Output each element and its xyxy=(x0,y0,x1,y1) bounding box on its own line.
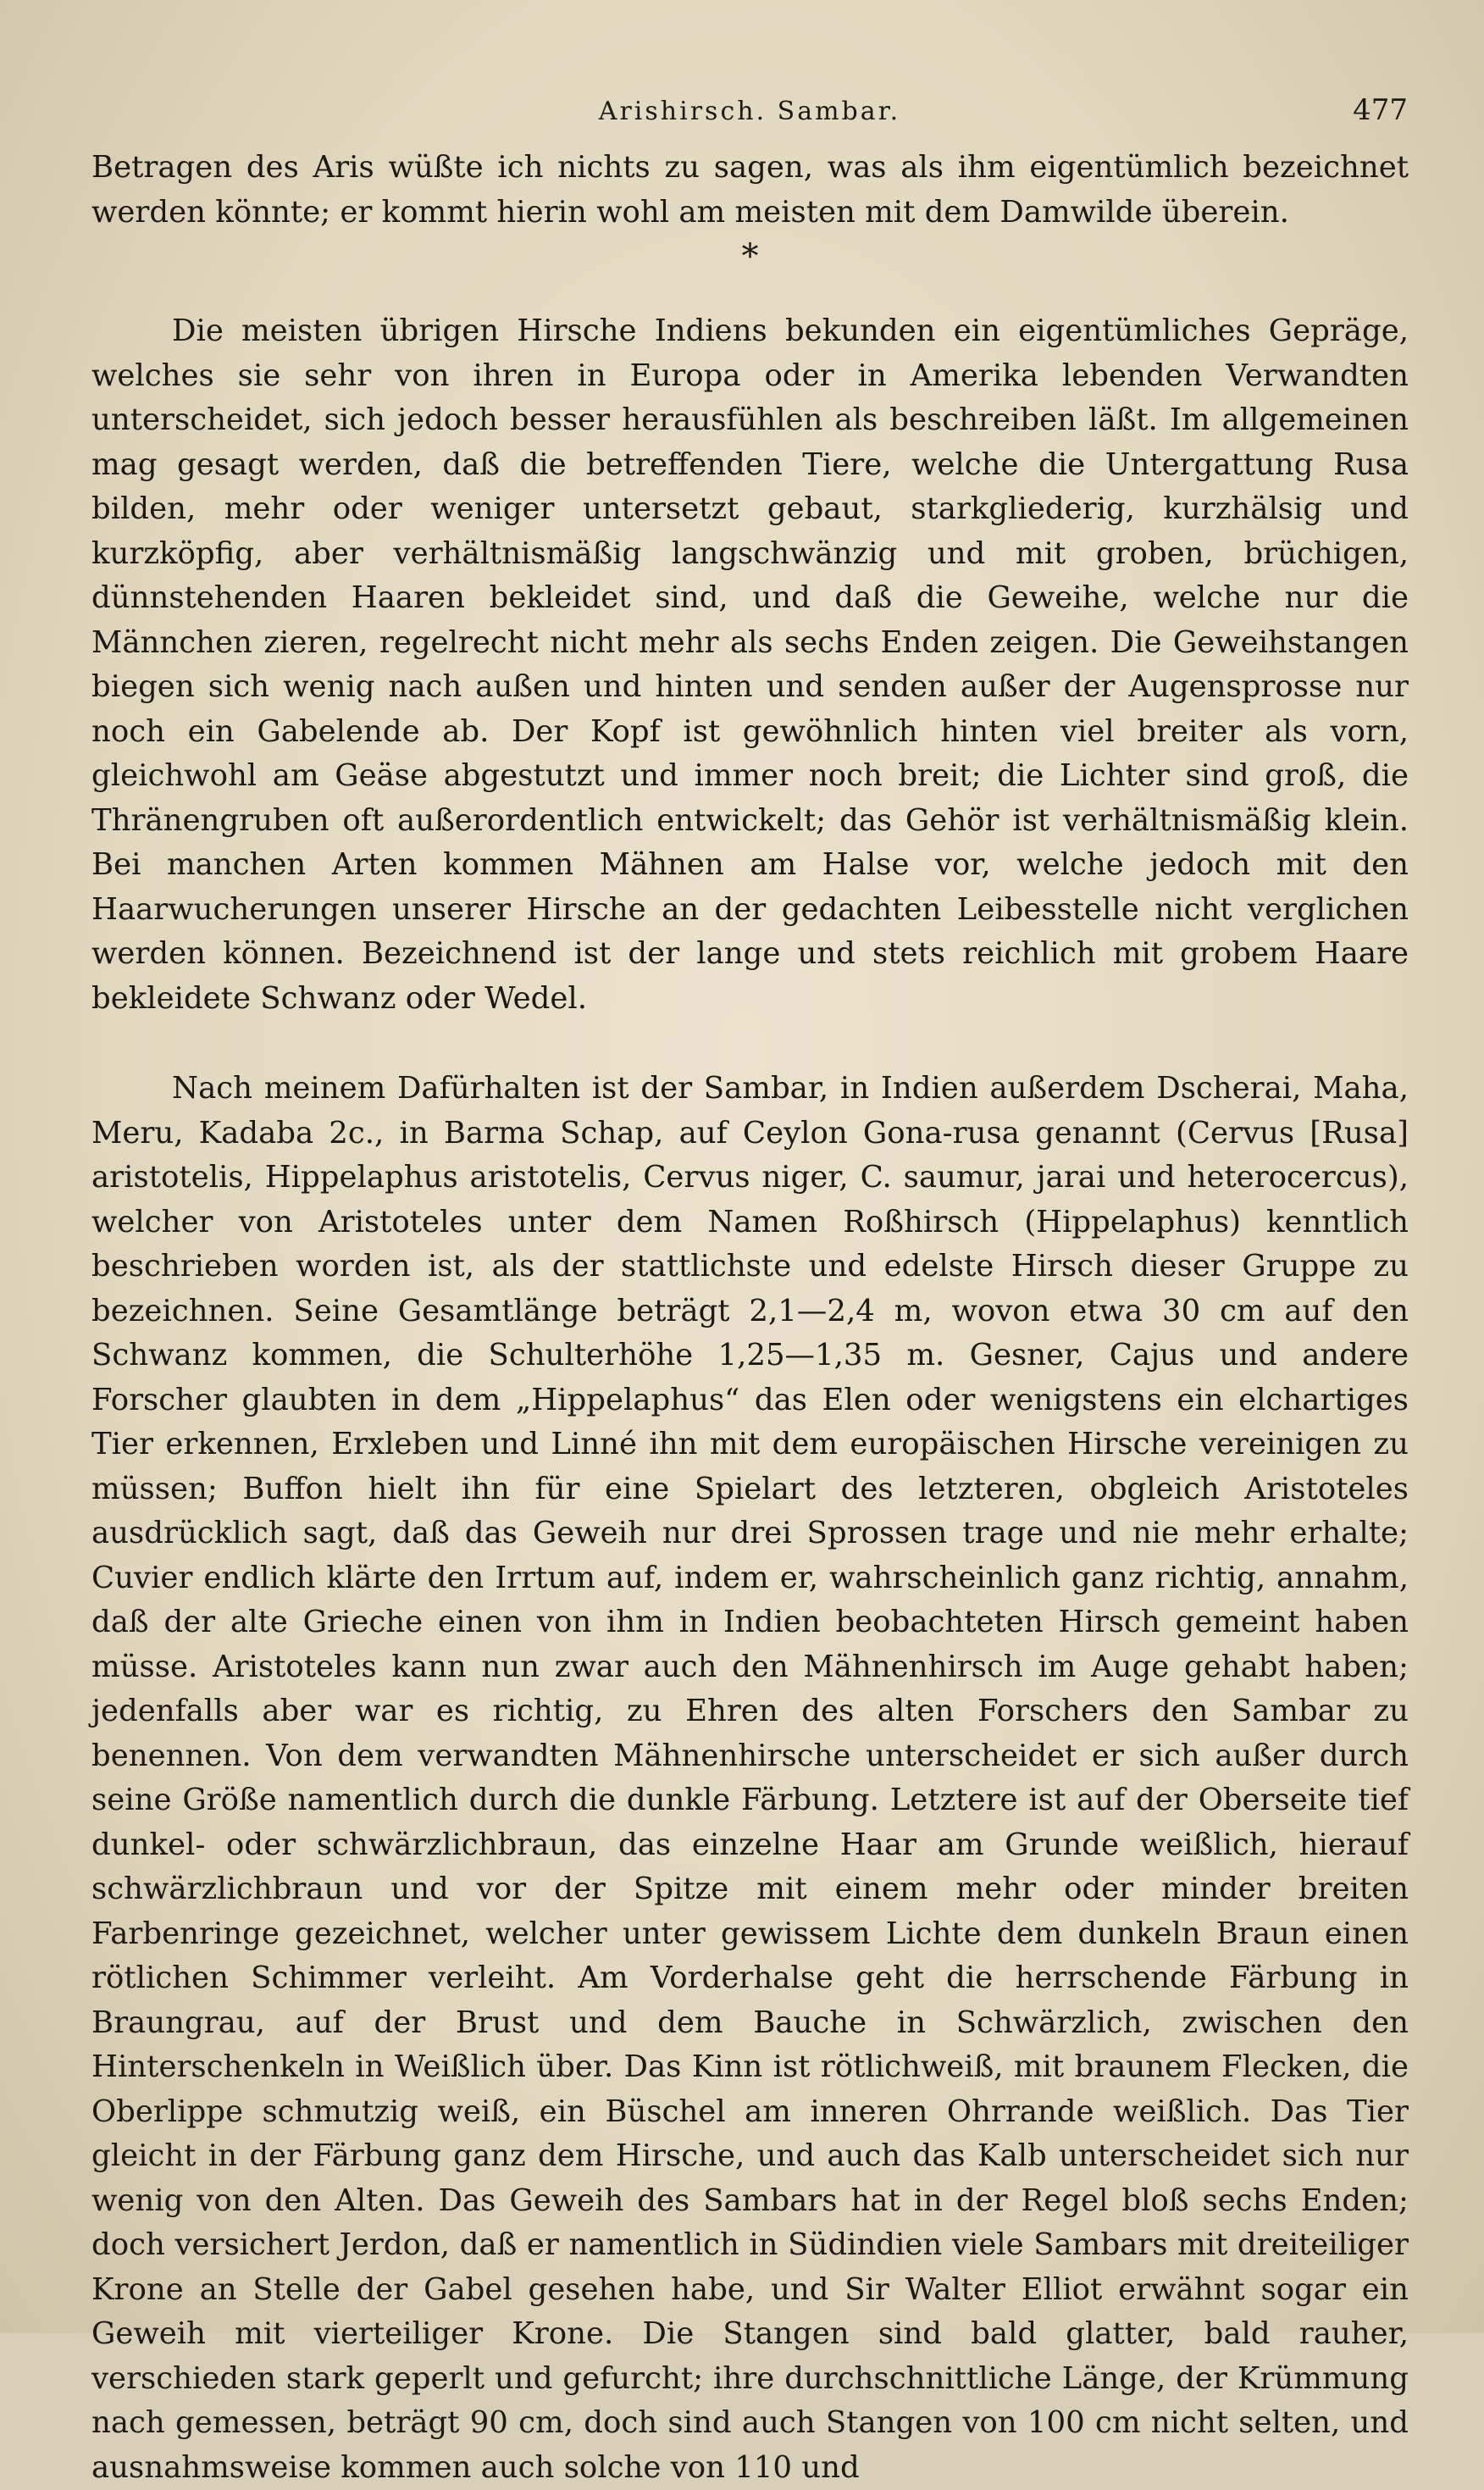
spacer xyxy=(91,1021,1409,1067)
paragraph-continued: Betragen des Aris wüßte ich nichts zu sagen, was als ihm eigentümlich bezeichnet werden könnte; er kommt hierin wohl am meisten mit dem Damwilde überein. xyxy=(91,150,1409,230)
page-header xyxy=(91,88,1408,139)
running-head: Arishirsch. Sambar. xyxy=(598,97,901,126)
page-number: 477 xyxy=(1353,93,1408,127)
spacer xyxy=(91,279,1409,309)
paragraph-rusa: Die meisten übrigen Hirsche Indiens bekunden ein eigentümliches Gepräge, welches sie sehr von ihren in Europa oder in Amerika lebenden Verwandten unterscheidet, sich jedoch besser herausfühlen als beschreiben läßt. Im allgemeinen mag gesagt werden, daß die betreffenden Tiere, welche die Untergattung Rusa bilden, mehr oder weniger untersetzt gebaut, starkgliederig, kurzhälsig und kurzköpfig, aber verhältnismäßig langschwänzig und mit groben, brüchigen, dünnstehenden Haaren bekleidet sind, und daß die Geweihe, welche nur die Männchen zieren, regelrecht nicht mehr als sechs Enden zeigen. Die Geweihstangen biegen sich wenig nach außen und hinten und senden außer der Augensprosse nur noch ein Gabelende ab. Der Kopf ist gewöhnlich hinten viel breiter als vorn, gleichwohl am Geäse abgestutzt und immer noch breit; die Lichter sind groß, die Thränengruben oft außerordentlich entwickelt; das Gehör ist verhältnismäßig klein. Bei manchen Arten kommen Mähnen am Halse vor, welche jedoch mit den Haarwucherungen unserer Hirsche an der gedachten Leibesstelle nicht verglichen werden können. Bezeichnend ist der lange und stets reichlich mit grobem Haare bekleidete Schwanz oder Wedel. xyxy=(91,313,1409,1016)
section-separator: * xyxy=(741,237,759,276)
body-text xyxy=(91,146,1409,2490)
paragraph-sambar: Nach meinem Dafürhalten ist der Sambar, in Indien außerdem Dscherai, Maha, Meru, Kadaba 2c., in Barma Schap, auf Ceylon Gona-rusa genannt (Cervus [Rusa] aristotelis, Hippelaphus aristotelis, Cervus niger, C. saumur, jarai und heterocercus), welcher von Aristoteles unter dem Namen Roßhirsch (Hippelaphus) kenntlich beschrieben worden ist, als der stattlichste und edelste Hirsch dieser Gruppe zu bezeichnen. Seine Gesamtlänge beträgt 2,1—2,4 m, wovon etwa 30 cm auf den Schwanz kommen, die Schulterhöhe 1,25—1,35 m. Gesner, Cajus und andere Forscher glaubten in dem „Hippelaphus“ das Elen oder wenigstens ein elchartiges Tier erkennen, Erxleben und Linné ihn mit dem europäischen Hirsche vereinigen zu müssen; Buffon hielt ihn für eine Spielart des letzteren, obgleich Aristoteles ausdrücklich sagt, daß das Geweih nur drei Sprossen trage und nie mehr erhalte; Cuvier endlich klärte den Irrtum auf, indem er, wahrscheinlich ganz richtig, annahm, daß der alte Grieche einen von ihm in Indien beobachteten Hirsch gemeint haben müsse. Aristoteles kann nun zwar auch den Mähnenhirsch im Auge gehabt haben; jedenfalls aber war es richtig, zu Ehren des alten Forschers den Sambar zu benennen. Von dem verwandten Mähnenhirsche unterscheidet er sich außer durch seine Größe namentlich durch die dunkle Färbung. Letztere ist auf der Oberseite tief dunkel- oder schwärzlichbraun, das einzelne Haar am Grunde weißlich, hierauf schwärzlichbraun und vor der Spitze mit einem mehr oder minder breiten Farbenringe gezeichnet, welcher unter gewissem Lichte dem dunkeln Braun einen rötlichen Schimmer verleiht. Am Vorderhalse geht die herrschende Färbung in Braungrau, auf der Brust und dem Bauche in Schwärzlich, zwischen den Hinterschenkeln in Weißlich über. Das Kinn ist rötlichweiß, mit braunem Flecken, die Oberlippe schmutzig weiß, ein Büschel am inneren Ohrrande weißlich. Das Tier gleicht in der Färbung ganz dem Hirsche, und auch das Kalb unterscheidet sich nur wenig von den Alten. Das Geweih des Sambars hat in der Regel bloß sechs Enden; doch versichert Jerdon, daß er namentlich in Südindien viele Sambars mit dreiteiliger Krone an Stelle der Gabel gesehen habe, und Sir Walter Elliot erwähnt sogar ein Geweih mit vierteiliger Krone. Die Stangen sind bald glatter, bald rauher, verschieden stark geperlt und gefurcht; ihre durchschnittliche Länge, der Krümmung nach gemessen, beträgt 90 cm, doch sind auch Stangen von 100 cm nicht selten, und ausnahmsweise kommen auch solche von 110 und xyxy=(91,1071,1409,2485)
